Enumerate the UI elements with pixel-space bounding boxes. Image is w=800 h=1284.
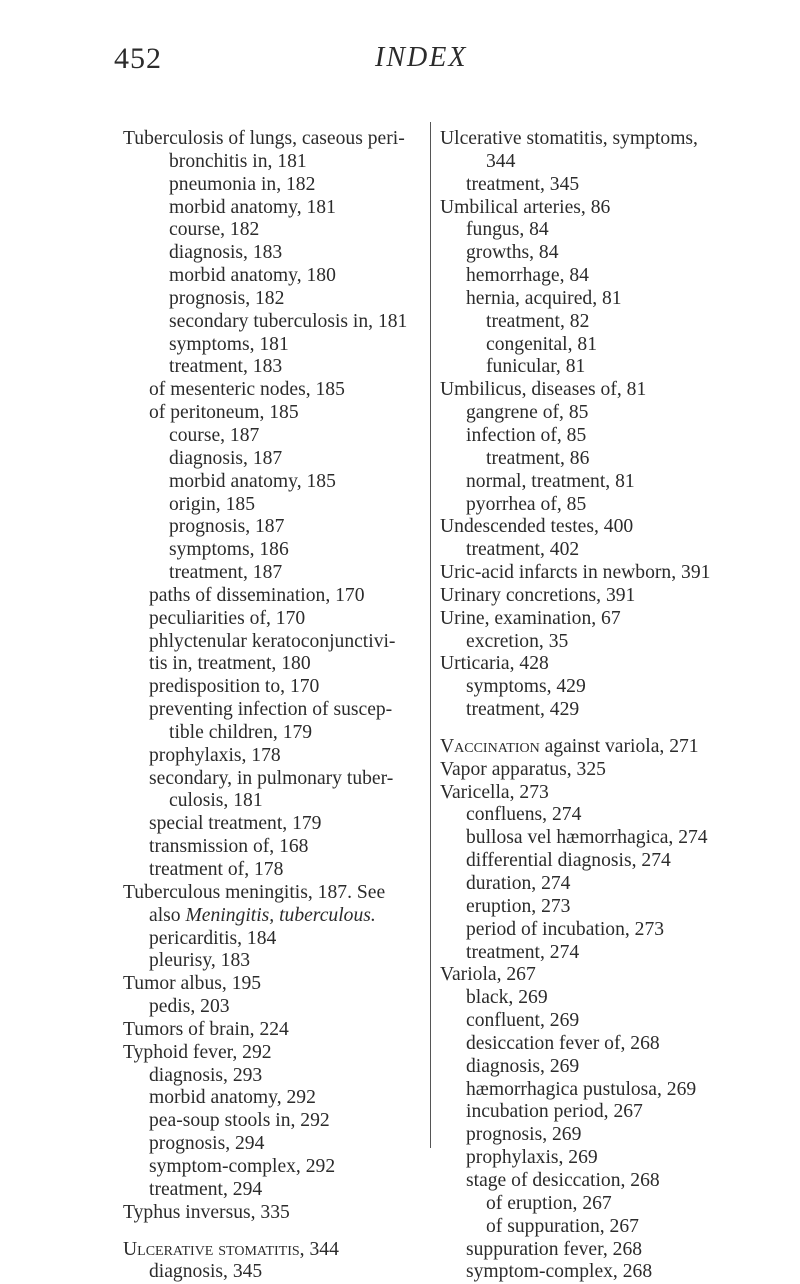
index-entry (123, 1065, 423, 1088)
index-entry (440, 1147, 770, 1170)
index-entry (440, 448, 770, 471)
index-entry (123, 1179, 423, 1202)
index-entry-text: treatment, 345 (466, 173, 580, 195)
index-entry-text: hæmorrhagica pustulosa, 269 (466, 1078, 697, 1100)
index-entry (440, 1216, 770, 1239)
index-entry-text: Tumor albus, 195 (123, 973, 262, 995)
index-entry (123, 1202, 423, 1225)
index-entry-text: Tumors of brain, 224 (123, 1018, 289, 1040)
index-entry-text: confluent, 269 (466, 1010, 580, 1032)
index-entry (123, 653, 423, 676)
index-entry-text: congenital, 81 (486, 333, 597, 355)
index-entry (440, 379, 770, 402)
index-entry-text: Umbilicus, diseases of, 81 (440, 379, 647, 401)
index-entry-text: symptoms, 429 (466, 676, 586, 698)
index-entry-text: Vaccination against variola, 271 (440, 735, 699, 757)
index-entry (123, 539, 423, 562)
index-entry-text: differential diagnosis, 274 (466, 850, 671, 872)
index-entry-text: Typhoid fever, 292 (123, 1041, 272, 1063)
index-entry-text: tis in, treatment, 180 (149, 653, 311, 675)
index-entry-text: Vapor apparatus, 325 (440, 758, 606, 780)
index-entry-text: Typhus inversus, 335 (123, 1201, 290, 1223)
index-entry-text: of peritoneum, 185 (149, 402, 299, 424)
index-entry (123, 197, 423, 220)
index-entry (123, 813, 423, 836)
index-entry-text: Ulcerative stomatitis, 344 (123, 1238, 339, 1260)
index-entry (440, 896, 770, 919)
index-entry (440, 1261, 770, 1284)
index-entry-text: morbid anatomy, 181 (169, 196, 336, 218)
index-entry-text: period of incubation, 273 (466, 918, 665, 940)
index-entry-text: infection of, 85 (466, 424, 587, 446)
index-entry (440, 128, 770, 151)
index-entry (440, 425, 770, 448)
index-entry-text: Ulcerative stomatitis, symptoms, (440, 128, 698, 149)
index-entry-text: treatment, 187 (169, 562, 283, 584)
index-entry-text: eruption, 273 (466, 895, 571, 917)
index-entry-text: excretion, 35 (466, 630, 569, 652)
index-entry (123, 1239, 423, 1262)
index-entry-text: prophylaxis, 178 (149, 744, 281, 766)
index-entry-text: symptoms, 181 (169, 333, 289, 355)
index-entry-text: hemorrhage, 84 (466, 265, 589, 287)
index-entry (440, 653, 770, 676)
index-entry (440, 1010, 770, 1033)
index-entry (440, 919, 770, 942)
index-entry-text: Umbilical arteries, 86 (440, 196, 611, 218)
index-entry (123, 219, 423, 242)
index-entry-text: prognosis, 187 (169, 516, 285, 538)
index-entry (440, 987, 770, 1010)
index-entry-text: Urinary concretions, 391 (440, 584, 636, 606)
index-entry-text: growths, 84 (466, 242, 559, 264)
index-entry-text: Undescended testes, 400 (440, 516, 634, 538)
index-entry-text: pedis, 203 (149, 996, 230, 1018)
index-entry (123, 1156, 423, 1179)
index-entry-text: symptoms, 186 (169, 539, 289, 561)
index-entry (440, 759, 770, 782)
index-entry (123, 859, 423, 882)
index-entry-text: secondary tuberculosis in, 181 (169, 310, 408, 332)
index-entry (440, 311, 770, 334)
index-entry (123, 882, 423, 905)
index-entry (440, 334, 770, 357)
index-entry-text: confluens, 274 (466, 804, 582, 826)
index-entry-text: culosis, 181 (169, 790, 263, 812)
index-entry (440, 265, 770, 288)
index-entry (440, 151, 770, 174)
index-entry-text: pericarditis, 184 (149, 927, 277, 949)
index-entry (123, 311, 423, 334)
index-entry (440, 964, 770, 987)
index-entry-text: Uric-acid infarcts in newborn, 391 (440, 562, 711, 584)
index-entry (123, 448, 423, 471)
index-entry (123, 402, 423, 425)
index-entry (123, 174, 423, 197)
index-entry (440, 402, 770, 425)
index-entry (440, 471, 770, 494)
index-entry-text: transmission of, 168 (149, 836, 309, 858)
index-entry-text: pleurisy, 183 (149, 950, 251, 972)
index-entry (440, 1170, 770, 1193)
index-entry (123, 608, 423, 631)
index-entry-text: morbid anatomy, 292 (149, 1087, 316, 1109)
index-entry (440, 516, 770, 539)
index-entry-text: fungus, 84 (466, 219, 549, 241)
index-entry (440, 782, 770, 805)
index-column-right (440, 128, 770, 1284)
index-entry-text: prognosis, 294 (149, 1133, 265, 1155)
index-entry-text: stage of desiccation, 268 (466, 1169, 660, 1191)
index-entry-text: preventing infection of suscep- (149, 699, 393, 721)
index-entry (123, 676, 423, 699)
index-entry-text: treatment, 86 (486, 447, 590, 469)
index-entry-text: origin, 185 (169, 493, 255, 515)
index-entry-text: pyorrhea of, 85 (466, 493, 587, 515)
index-entry (123, 265, 423, 288)
index-entry (123, 585, 423, 608)
index-entry (440, 873, 770, 896)
index-entry-text: diagnosis, 187 (169, 447, 283, 469)
index-entry-text: Varicella, 273 (440, 781, 549, 803)
index-entry (123, 745, 423, 768)
index-entry (123, 516, 423, 539)
index-entry-text: Variola, 267 (440, 964, 536, 986)
index-entry (123, 1261, 423, 1284)
index-entry (123, 973, 423, 996)
index-entry-text: pneumonia in, 182 (169, 173, 316, 195)
index-entry (123, 928, 423, 951)
index-entry (440, 1033, 770, 1056)
index-entry (440, 197, 770, 220)
index-entry (123, 128, 423, 151)
index-entry-text: Tuberculosis of lungs, caseous peri- (123, 128, 405, 149)
index-entry-text: duration, 274 (466, 873, 571, 894)
index-entry (440, 242, 770, 265)
index-entry-text: of eruption, 267 (486, 1192, 612, 1214)
index-entry-text: treatment, 183 (169, 356, 283, 378)
index-entry (123, 151, 423, 174)
index-entry (440, 1239, 770, 1262)
index-entry (440, 174, 770, 197)
index-entry (440, 585, 770, 608)
index-entry (440, 562, 770, 585)
index-entry-text: Urticaria, 428 (440, 653, 549, 675)
index-entry-text: symptom-complex, 292 (149, 1155, 336, 1177)
index-entry-text: predisposition to, 170 (149, 676, 320, 698)
index-entry (123, 288, 423, 311)
index-entry (440, 608, 770, 631)
index-entry (440, 356, 770, 379)
index-entry (123, 356, 423, 379)
index-entry-text: special treatment, 179 (149, 813, 322, 835)
index-entry-text: Tuberculous meningitis, 187. See (123, 881, 386, 903)
index-entry (123, 1133, 423, 1156)
index-entry (440, 494, 770, 517)
index-entry-text: diagnosis, 269 (466, 1055, 580, 1077)
index-column-left (123, 128, 423, 1284)
index-entry-text: desiccation fever of, 268 (466, 1032, 660, 1054)
index-entry (440, 942, 770, 965)
index-entry (440, 827, 770, 850)
index-entry (440, 850, 770, 873)
index-entry (123, 379, 423, 402)
index-entry (123, 425, 423, 448)
index-entry-text: secondary, in pulmonary tuber- (149, 767, 394, 789)
index-entry (123, 1087, 423, 1110)
index-entry-text: symptom-complex, 268 (466, 1261, 653, 1283)
index-entry (440, 1101, 770, 1124)
index-entry-text: prophylaxis, 269 (466, 1147, 598, 1169)
page-header (0, 42, 800, 82)
index-entry-text: treatment, 82 (486, 310, 590, 332)
index-entry-text: 344 (486, 150, 516, 172)
index-entry (123, 836, 423, 859)
index-entry-text: diagnosis, 345 (149, 1261, 263, 1283)
index-entry-text: course, 187 (169, 424, 260, 446)
index-entry (123, 1019, 423, 1042)
index-entry-text: tible children, 179 (169, 721, 313, 743)
index-entry-text: course, 182 (169, 219, 260, 241)
index-entry-text: gangrene of, 85 (466, 402, 589, 424)
index-entry (123, 471, 423, 494)
index-entry-text: bullosa vel hæmorrhagica, 274 (466, 827, 708, 849)
index-entry (123, 494, 423, 517)
index-entry-text: morbid anatomy, 185 (169, 470, 336, 492)
index-entry-text: morbid anatomy, 180 (169, 265, 336, 287)
index-entry (123, 996, 423, 1019)
index-entry-text: prognosis, 182 (169, 287, 285, 309)
index-entry-text: Urine, examination, 67 (440, 607, 621, 629)
index-entry (440, 1124, 770, 1147)
index-entry (440, 804, 770, 827)
index-entry (440, 736, 770, 759)
index-entry (123, 242, 423, 265)
index-entry-text: bronchitis in, 181 (169, 150, 307, 172)
index-entry-text: also (149, 904, 186, 926)
index-entry-text: suppuration fever, 268 (466, 1238, 643, 1260)
index-entry-text: of suppuration, 267 (486, 1215, 639, 1237)
page-number: 452 (114, 42, 162, 75)
index-entry (440, 1193, 770, 1216)
index-entry (123, 905, 423, 928)
index-entry (123, 722, 423, 745)
index-entry-text: diagnosis, 293 (149, 1064, 263, 1086)
index-entry (440, 699, 770, 722)
index-entry (440, 288, 770, 311)
index-entry-text: pea-soup stools in, 292 (149, 1110, 330, 1132)
index-entry (440, 1056, 770, 1079)
index-entry (440, 676, 770, 699)
index-entry-text: treatment, 274 (466, 941, 580, 963)
index-entry (123, 790, 423, 813)
index-entry-text: treatment, 402 (466, 539, 580, 561)
index-entry-text: peculiarities of, 170 (149, 607, 306, 629)
index-entry-text: funicular, 81 (486, 356, 586, 378)
index-entry (123, 1042, 423, 1065)
index-entry-text: incubation period, 267 (466, 1101, 643, 1123)
index-entry (440, 1079, 770, 1102)
index-entry-text: paths of dissemination, 170 (149, 584, 365, 606)
index-entry (123, 699, 423, 722)
column-divider (430, 122, 431, 1148)
index-entry-text: black, 269 (466, 987, 548, 1009)
index-entry (440, 219, 770, 242)
index-entry-text: of mesenteric nodes, 185 (149, 379, 345, 401)
index-entry (440, 539, 770, 562)
index-entry-text: hernia, acquired, 81 (466, 287, 622, 309)
running-title: INDEX (375, 42, 468, 73)
index-entry-text: treatment of, 178 (149, 859, 284, 880)
index-entry-text: treatment, 429 (466, 699, 580, 721)
index-entry-text: diagnosis, 183 (169, 242, 283, 264)
index-entry (123, 1110, 423, 1133)
index-entry-text: treatment, 294 (149, 1178, 263, 1200)
index-entry-text: prognosis, 269 (466, 1124, 582, 1146)
index-entry (440, 631, 770, 654)
index-entry-text: normal, treatment, 81 (466, 470, 635, 492)
index-entry (123, 334, 423, 357)
index-entry (123, 950, 423, 973)
index-entry (123, 768, 423, 791)
index-entry-text: phlyctenular keratoconjunctivi- (149, 630, 396, 652)
index-cross-reference: Meningitis, tuberculous. (185, 904, 376, 926)
index-entry (123, 562, 423, 585)
index-entry (123, 631, 423, 654)
